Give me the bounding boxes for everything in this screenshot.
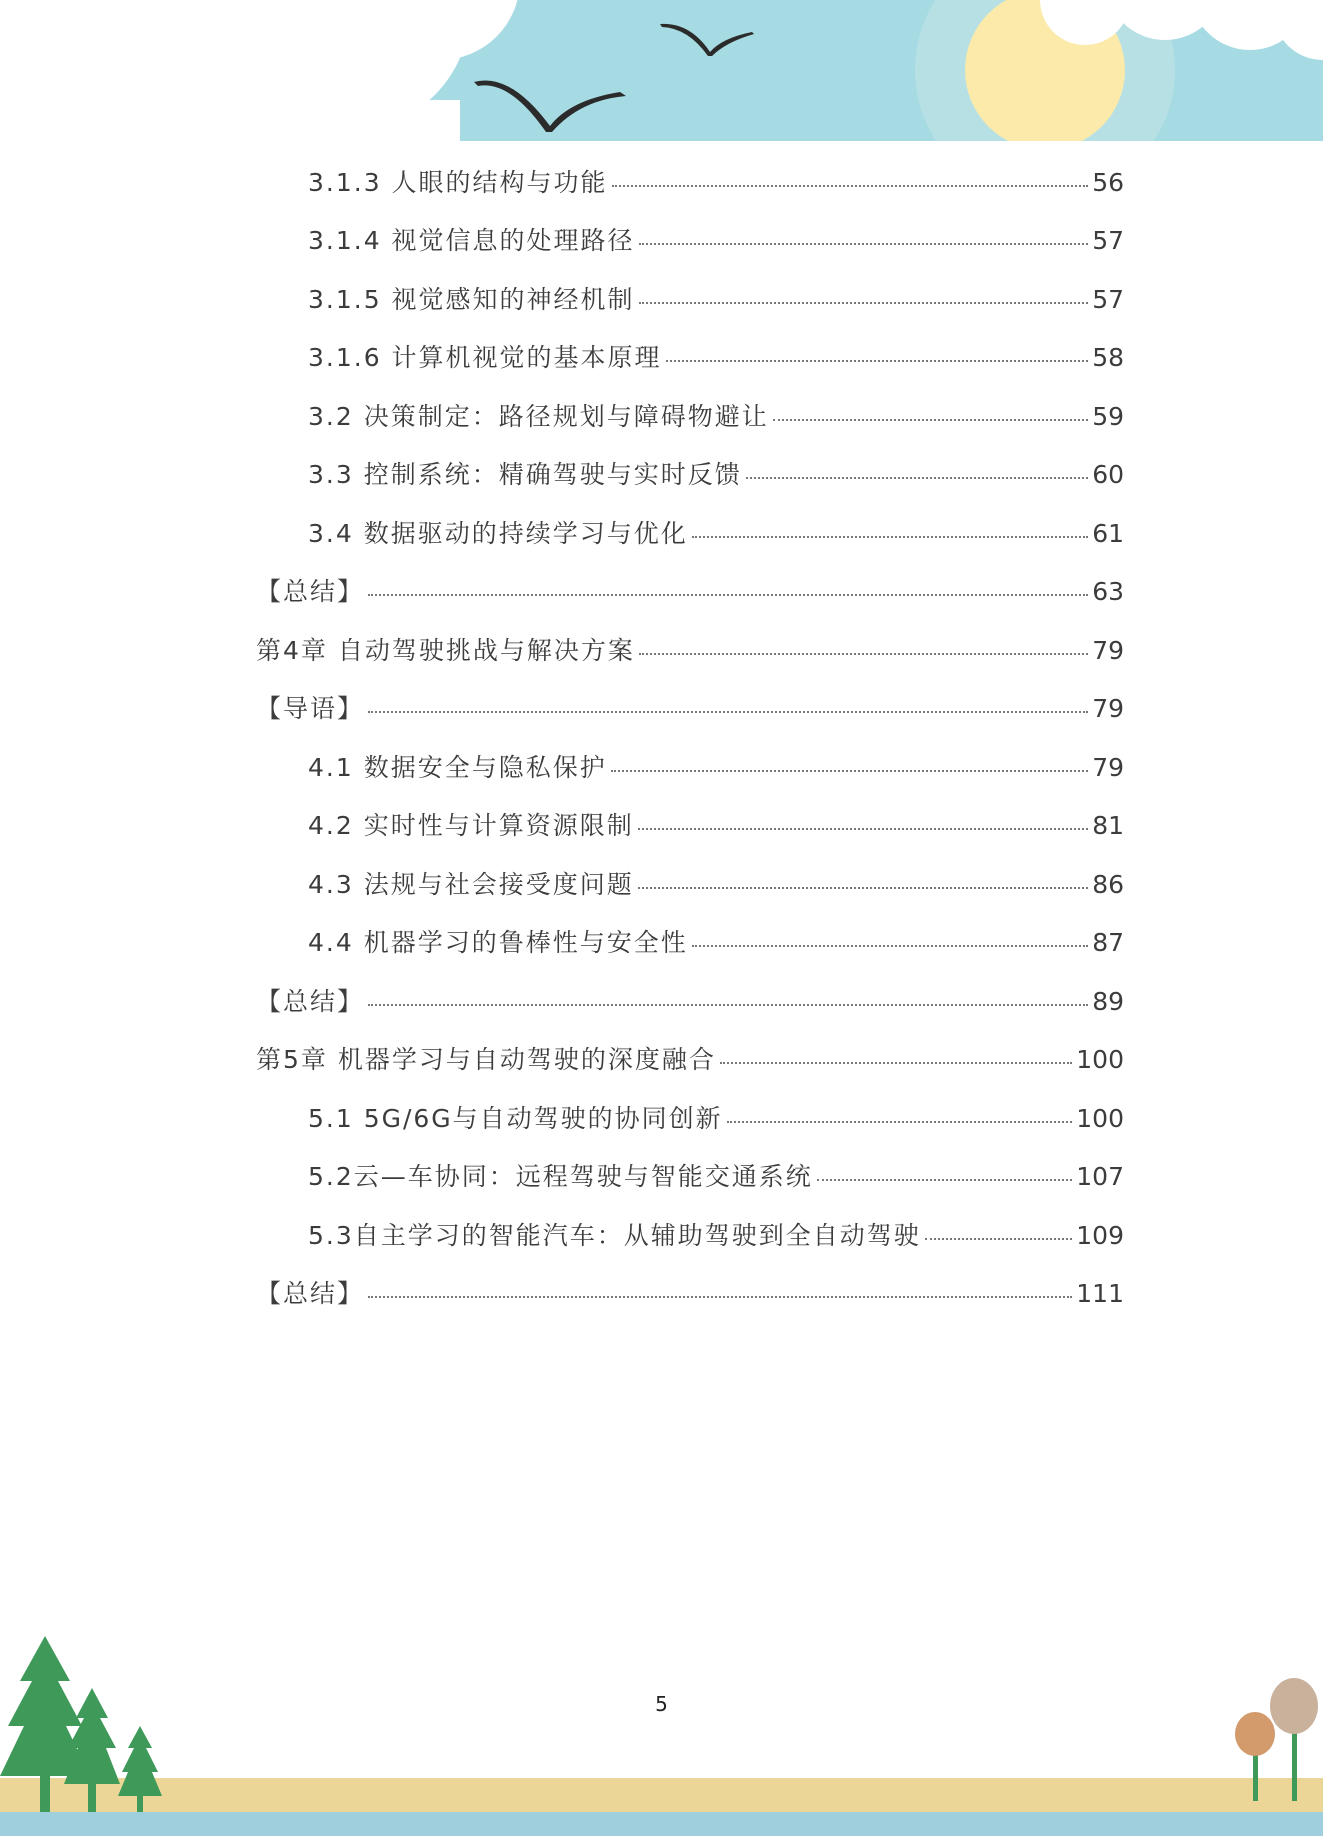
toc-dot-leader [368, 1004, 1088, 1006]
toc-entry-page: 81 [1092, 811, 1124, 840]
toc-entry-page: 79 [1092, 694, 1124, 723]
toc-dot-leader [692, 945, 1088, 947]
toc-entry-page: 86 [1092, 870, 1124, 899]
toc-entry[interactable] [308, 338, 1124, 374]
toc-dot-leader [638, 828, 1088, 830]
toc-entry-title: 3.1.5 视觉感知的神经机制 [308, 285, 635, 314]
toc-entry-title: 4.2 实时性与计算资源限制 [308, 811, 634, 840]
toc-entry-title: 【总结】 [256, 577, 365, 606]
footer-ground-illustration [0, 1636, 1323, 1836]
toc-entry-title: 5.3自主学习的智能汽车：从辅助驾驶到全自动驾驶 [308, 1221, 921, 1250]
toc-dot-leader [727, 1121, 1073, 1123]
toc-entry-title: 4.1 数据安全与隐私保护 [308, 753, 607, 782]
toc-dot-leader [368, 1296, 1072, 1298]
toc-dot-leader [611, 770, 1088, 772]
toc-dot-leader [925, 1238, 1073, 1240]
toc-entry-page: 56 [1092, 168, 1124, 197]
toc-entry-page: 58 [1092, 343, 1124, 372]
toc-entry-page: 100 [1076, 1104, 1124, 1133]
toc-dot-leader [720, 1062, 1072, 1064]
toc-entry-page: 79 [1092, 636, 1124, 665]
toc-entry-page: 109 [1076, 1221, 1124, 1250]
page-number: 5 [655, 1692, 668, 1716]
ground-band [0, 1778, 1323, 1812]
toc-entry[interactable] [308, 1157, 1124, 1193]
toc-entry-page: 59 [1092, 402, 1124, 431]
toc-entry[interactable] [308, 221, 1124, 257]
toc-entry-page: 60 [1092, 460, 1124, 489]
toc-entry-title: 4.4 机器学习的鲁棒性与安全性 [308, 928, 688, 957]
toc-entry-title: 5.1 5G/6G与自动驾驶的协同创新 [308, 1104, 723, 1133]
toc-entry-page: 57 [1092, 226, 1124, 255]
toc-entry-page: 89 [1092, 987, 1124, 1016]
toc-entry-page: 100 [1076, 1045, 1124, 1074]
toc-entry-title: 3.1.3 人眼的结构与功能 [308, 168, 608, 197]
toc-entry[interactable] [256, 1040, 1124, 1076]
toc-dot-leader [639, 302, 1089, 304]
toc-entry[interactable] [308, 455, 1124, 491]
toc-entry[interactable] [308, 163, 1124, 199]
toc-entry[interactable] [308, 923, 1124, 959]
toc-entry-title: 第5章 机器学习与自动驾驶的深度融合 [256, 1045, 716, 1074]
toc-entry-title: 3.1.6 计算机视觉的基本原理 [308, 343, 662, 372]
toc-dot-leader [773, 419, 1088, 421]
toc-entry-page: 107 [1076, 1162, 1124, 1191]
toc-entry[interactable] [308, 514, 1124, 550]
toc-dot-leader [692, 536, 1088, 538]
toc-entry-page: 63 [1092, 577, 1124, 606]
toc-entry-page: 111 [1076, 1279, 1124, 1308]
toc-entry-page: 61 [1092, 519, 1124, 548]
toc-entry-page: 79 [1092, 753, 1124, 782]
toc-entry-title: 第4章 自动驾驶挑战与解决方案 [256, 636, 635, 665]
toc-dot-leader [666, 360, 1089, 362]
toc-dot-leader [746, 477, 1088, 479]
header-divider [0, 141, 1323, 145]
toc-dot-leader [368, 594, 1088, 596]
toc-dot-leader [639, 243, 1089, 245]
toc-entry-page: 57 [1092, 285, 1124, 314]
left-cloud-icon [0, 0, 520, 145]
toc-entry[interactable] [256, 631, 1124, 667]
toc-entry[interactable] [308, 280, 1124, 316]
toc-entry-title: 5.2云—车协同：远程驾驶与智能交通系统 [308, 1162, 813, 1191]
toc-entry-title: 【导语】 [256, 694, 365, 723]
toc-entry[interactable] [308, 1099, 1124, 1135]
toc-entry[interactable] [308, 397, 1124, 433]
toc-entry-title: 4.3 法规与社会接受度问题 [308, 870, 634, 899]
toc-entry[interactable] [256, 689, 1124, 725]
toc-entry-title: 3.1.4 视觉信息的处理路径 [308, 226, 635, 255]
toc-entry-title: 3.3 控制系统：精确驾驶与实时反馈 [308, 460, 742, 489]
toc-entry[interactable] [308, 1216, 1124, 1252]
toc-entry[interactable] [256, 572, 1124, 608]
toc-entry-title: 【总结】 [256, 1279, 365, 1308]
toc-entry-page: 87 [1092, 928, 1124, 957]
toc-entry-title: 3.2 决策制定：路径规划与障碍物避让 [308, 402, 769, 431]
toc-dot-leader [368, 711, 1088, 713]
water-band [0, 1812, 1323, 1836]
toc-entry[interactable] [256, 1274, 1124, 1310]
toc-entry-title: 3.4 数据驱动的持续学习与优化 [308, 519, 688, 548]
toc-entry[interactable] [308, 806, 1124, 842]
toc-entry[interactable] [256, 982, 1124, 1018]
toc-dot-leader [817, 1179, 1073, 1181]
toc-dot-leader [639, 653, 1088, 655]
toc-entry[interactable] [308, 748, 1124, 784]
toc-entry-title: 【总结】 [256, 987, 365, 1016]
header-sky-illustration [0, 0, 1323, 145]
toc-dot-leader [612, 185, 1089, 187]
toc-dot-leader [638, 887, 1088, 889]
toc-entry[interactable] [308, 865, 1124, 901]
